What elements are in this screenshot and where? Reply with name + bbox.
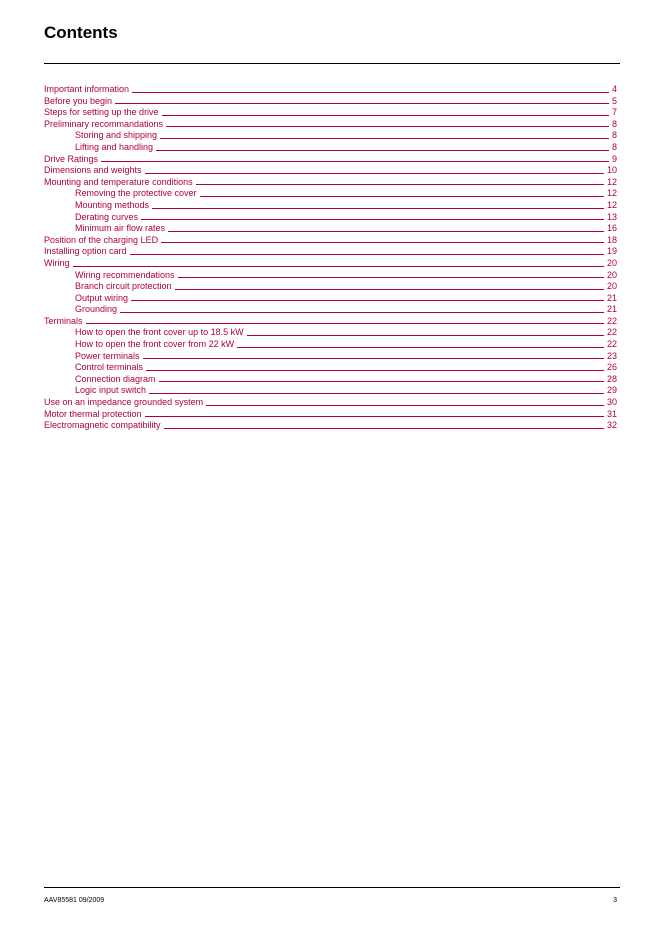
toc-leader-line	[166, 126, 609, 127]
toc-entry-page: 22	[606, 339, 617, 350]
toc-entry-label: Logic input switch	[75, 385, 147, 396]
toc-entry-label: Wiring recommendations	[75, 269, 175, 280]
toc-entry-label: Steps for setting up the drive	[44, 107, 159, 118]
toc-leader-line	[141, 219, 604, 220]
toc-entry-label: Removing the protective cover	[75, 188, 197, 199]
toc-entry-page: 20	[606, 257, 617, 268]
toc-entry-label: Mounting and temperature conditions	[44, 176, 193, 187]
toc-entry-page: 20	[606, 281, 617, 292]
toc-entry[interactable]	[44, 188, 617, 200]
toc-leader-line	[196, 184, 604, 185]
toc-leader-line	[162, 115, 609, 116]
toc-entry-page: 23	[606, 350, 617, 361]
toc-entry-page: 16	[606, 223, 617, 234]
header-divider	[44, 63, 620, 64]
toc-entry-label: Power terminals	[75, 350, 140, 361]
toc-entry[interactable]	[44, 223, 617, 235]
toc-leader-line	[132, 92, 609, 93]
toc-entry-label: Output wiring	[75, 292, 129, 303]
toc-entry-page: 21	[606, 304, 617, 315]
toc-leader-line	[159, 381, 604, 382]
toc-entry[interactable]	[44, 420, 617, 432]
toc-leader-line	[143, 358, 604, 359]
toc-entry-page: 5	[611, 95, 617, 106]
toc-entry-label: Terminals	[44, 315, 83, 326]
toc-entry-page: 22	[606, 315, 617, 326]
toc-entry[interactable]	[44, 397, 617, 409]
toc-entry-label: Electromagnetic compatibility	[44, 420, 161, 431]
toc-leader-line	[168, 231, 604, 232]
toc-entry-label: Derating curves	[75, 211, 139, 222]
toc-leader-line	[86, 323, 604, 324]
toc-entry-page: 12	[606, 188, 617, 199]
toc-entry[interactable]	[44, 96, 617, 108]
toc-leader-line	[200, 196, 604, 197]
toc-entry[interactable]	[44, 339, 617, 351]
toc-entry-page: 19	[606, 246, 617, 257]
toc-entry-page: 21	[606, 292, 617, 303]
table-of-contents	[44, 84, 617, 432]
toc-entry[interactable]	[44, 235, 617, 247]
toc-entry-label: How to open the front cover from 22 kW	[75, 339, 235, 350]
toc-entry[interactable]	[44, 281, 617, 293]
toc-entry-page: 9	[611, 153, 617, 164]
toc-leader-line	[152, 208, 604, 209]
toc-entry-page: 18	[606, 234, 617, 245]
footer-doc-reference: AAV85581 09/2009	[44, 897, 105, 904]
toc-leader-line	[73, 266, 604, 267]
toc-entry-label: Lifting and handling	[75, 141, 154, 152]
toc-entry-label: Motor thermal protection	[44, 408, 142, 419]
toc-entry-page: 22	[606, 327, 617, 338]
toc-leader-line	[206, 405, 604, 406]
toc-entry-label: Branch circuit protection	[75, 281, 172, 292]
toc-leader-line	[149, 393, 604, 394]
footer-page-number: 3	[613, 897, 617, 904]
toc-entry-label: Position of the charging LED	[44, 234, 159, 245]
toc-leader-line	[156, 150, 609, 151]
toc-entry-page: 28	[606, 373, 617, 384]
toc-entry-label: Important information	[44, 84, 130, 94]
toc-entry-page: 12	[606, 176, 617, 187]
toc-entry-label: Preliminary recommandations	[44, 118, 164, 129]
toc-leader-line	[237, 347, 604, 348]
toc-entry-label: Before you begin	[44, 95, 113, 106]
toc-entry-page: 32	[606, 420, 617, 431]
toc-entry[interactable]	[44, 374, 617, 386]
toc-entry-label: Control terminals	[75, 362, 144, 373]
toc-leader-line	[131, 300, 604, 301]
toc-entry-label: Minimum air flow rates	[75, 223, 166, 234]
toc-entry[interactable]	[44, 327, 617, 339]
toc-entry[interactable]	[44, 293, 617, 305]
toc-leader-line	[175, 289, 604, 290]
toc-entry-label: Use on an impedance grounded system	[44, 397, 204, 408]
toc-entry-label: Drive Ratings	[44, 153, 99, 164]
footer-divider	[44, 887, 620, 888]
toc-entry[interactable]	[44, 270, 617, 282]
toc-entry[interactable]	[44, 362, 617, 374]
toc-leader-line	[145, 416, 604, 417]
toc-leader-line	[115, 103, 609, 104]
toc-entry[interactable]	[44, 409, 617, 421]
page-title: Contents	[44, 23, 118, 42]
toc-leader-line	[120, 312, 604, 313]
toc-leader-line	[164, 428, 604, 429]
toc-entry-label: Storing and shipping	[75, 130, 158, 141]
toc-entry-page: 13	[606, 211, 617, 222]
toc-entry-page: 8	[611, 118, 617, 129]
toc-leader-line	[247, 335, 604, 336]
toc-entry-page: 7	[611, 107, 617, 118]
toc-entry-label: Mounting methods	[75, 199, 150, 210]
toc-entry-page: 8	[611, 130, 617, 141]
toc-entry-label: Dimensions and weights	[44, 165, 142, 176]
toc-entry[interactable]	[44, 119, 617, 131]
toc-entry-label: Connection diagram	[75, 373, 156, 384]
toc-entry-page: 29	[606, 385, 617, 396]
toc-entry[interactable]	[44, 177, 617, 189]
toc-entry[interactable]	[44, 258, 617, 270]
toc-leader-line	[130, 254, 604, 255]
toc-entry[interactable]	[44, 154, 617, 166]
toc-entry-page: 8	[611, 141, 617, 152]
toc-entry[interactable]	[44, 165, 617, 177]
toc-entry-page: 31	[606, 408, 617, 419]
toc-entry[interactable]	[44, 304, 617, 316]
toc-entry[interactable]	[44, 385, 617, 397]
toc-leader-line	[146, 370, 604, 371]
toc-entry[interactable]	[44, 316, 617, 328]
toc-leader-line	[145, 173, 604, 174]
toc-entry-label: Wiring	[44, 257, 70, 268]
toc-entry[interactable]	[44, 246, 617, 258]
toc-entry[interactable]	[44, 107, 617, 119]
toc-entry-label: Grounding	[75, 304, 118, 315]
toc-leader-line	[101, 161, 609, 162]
toc-leader-line	[160, 138, 609, 139]
toc-entry-page: 30	[606, 397, 617, 408]
toc-entry[interactable]	[44, 351, 617, 363]
toc-entry[interactable]	[44, 84, 617, 96]
toc-entry-label: How to open the front cover up to 18.5 kW	[75, 327, 244, 338]
toc-entry[interactable]	[44, 130, 617, 142]
toc-entry-page: 10	[606, 165, 617, 176]
toc-entry[interactable]	[44, 200, 617, 212]
toc-entry-page: 12	[606, 199, 617, 210]
toc-entry[interactable]	[44, 212, 617, 224]
toc-leader-line	[161, 242, 604, 243]
toc-entry[interactable]	[44, 142, 617, 154]
toc-leader-line	[178, 277, 604, 278]
toc-entry-label: Installing option card	[44, 246, 127, 257]
toc-entry-page: 20	[606, 269, 617, 280]
toc-entry-page: 26	[606, 362, 617, 373]
toc-entry-page: 4	[611, 84, 617, 94]
